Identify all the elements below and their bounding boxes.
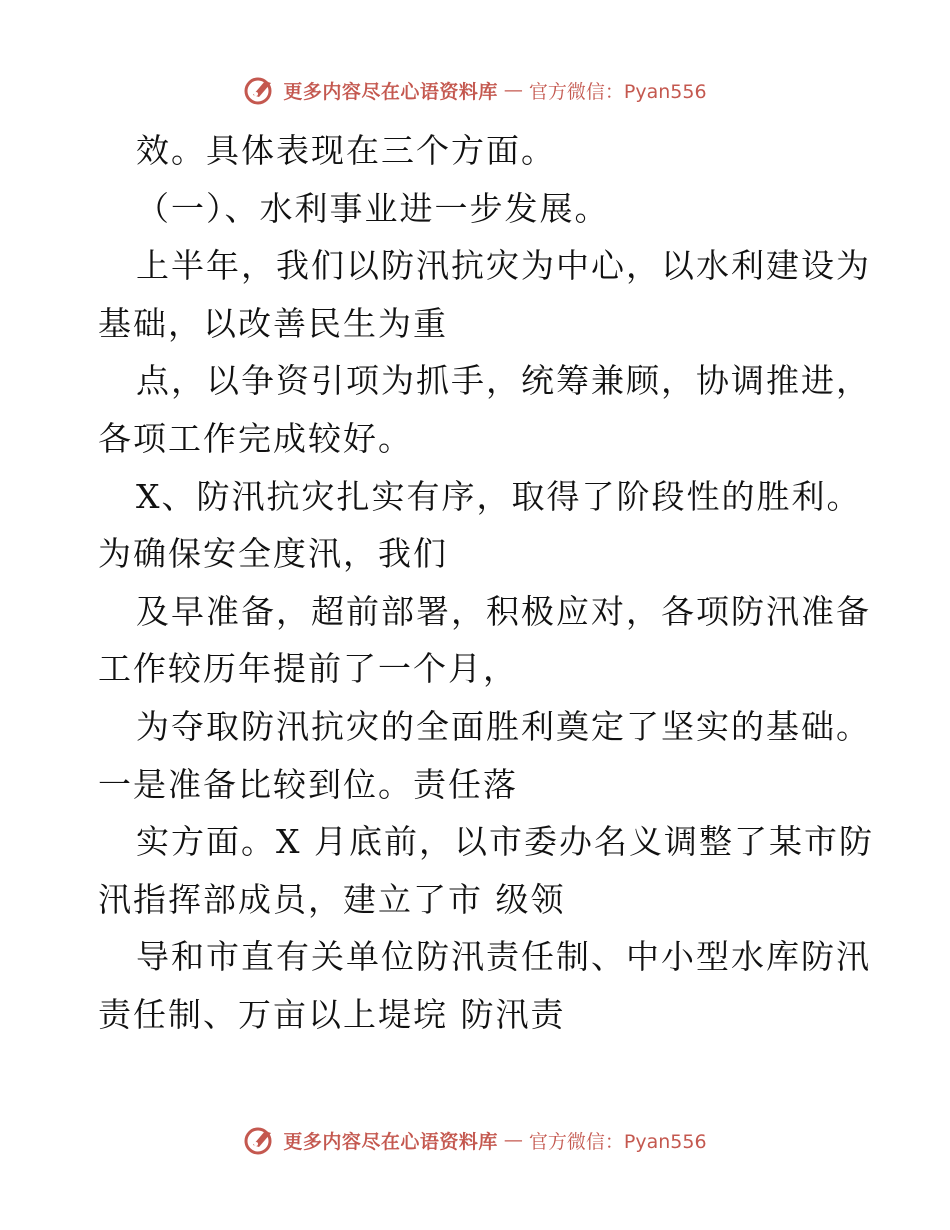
pen-nib-circle-icon xyxy=(243,1123,277,1157)
footer-banner-text: 更多内容尽在心语资料库 xyxy=(283,1130,498,1153)
header-banner-separator: — xyxy=(503,79,523,101)
text-line: 为夺取防汛抗灾的全面胜利奠定了坚实的基础。 xyxy=(136,706,871,746)
text-line: 导和市直有关单位防汛责任制、中小型水库防汛 xyxy=(136,937,871,977)
document-body xyxy=(98,122,874,1044)
text-line: 实方面。X 月底前，以市委办名义调整了某市防 xyxy=(136,822,874,862)
text-line: 一是准备比较到位。责任落 xyxy=(98,764,518,804)
text-line: 各项工作完成较好。 xyxy=(98,418,413,458)
text-line: 上半年，我们以防汛抗灾为中心，以水利建设为 xyxy=(136,246,871,286)
footer-banner xyxy=(0,1120,950,1160)
text-line: 汛指挥部成员，建立了市 级领 xyxy=(98,879,566,919)
text-line: 效。具体表现在三个方面。 xyxy=(136,131,556,170)
text-line: 责任制、万亩以上堤垸 防汛责 xyxy=(98,994,566,1034)
text-line: 工作较历年提前了一个月， xyxy=(98,649,518,689)
text-line: （一）、水利事业进一步发展。 xyxy=(136,188,610,228)
header-banner-text: 更多内容尽在心语资料库 xyxy=(283,80,498,103)
footer-banner-wechat: 官方微信：Pyan556 xyxy=(528,1130,707,1153)
header-banner xyxy=(0,70,950,110)
text-line: 及早准备，超前部署，积极应对，各项防汛准备 xyxy=(136,591,871,631)
footer-banner-separator: — xyxy=(503,1129,523,1151)
text-line: 为确保安全度汛，我们 xyxy=(98,534,448,574)
text-line: 基础，以改善民生为重 xyxy=(98,303,448,343)
text-line: X、防汛抗灾扎实有序，取得了阶段性的胜利。 xyxy=(136,476,862,516)
header-banner-wechat: 官方微信：Pyan556 xyxy=(528,80,707,103)
pen-nib-circle-icon xyxy=(243,73,277,107)
text-line: 点，以争资引项为抓手，统筹兼顾，协调推进， xyxy=(136,361,871,401)
